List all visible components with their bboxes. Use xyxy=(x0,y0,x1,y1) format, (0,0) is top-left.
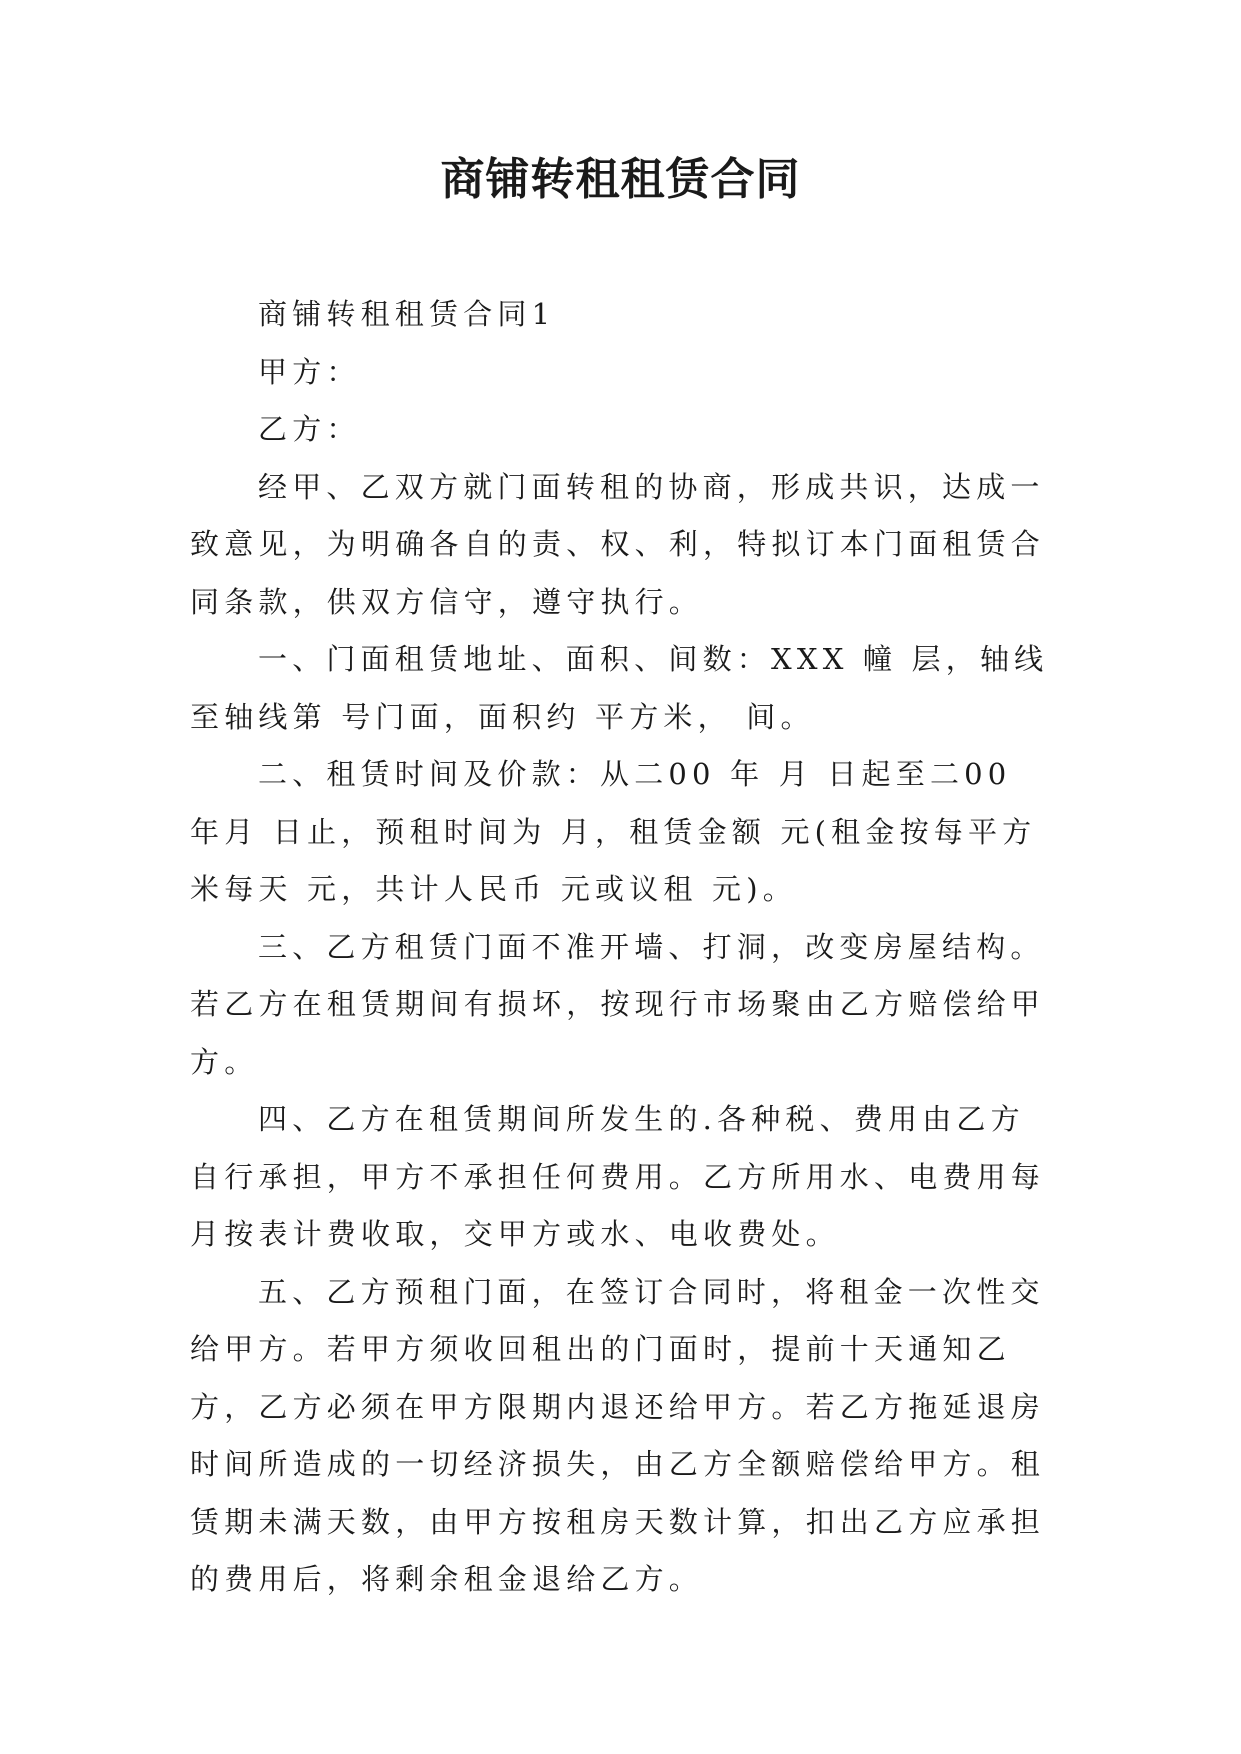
intro-paragraph: 经甲、乙双方就门面转租的协商，形成共识，达成一致意见，为明确各自的责、权、利，特拟订本门面租赁合同条款，供双方信守，遵守执行。 xyxy=(190,469,1046,619)
document-body xyxy=(190,286,1050,1609)
clause-1: 一、门面租赁地址、面积、间数：XXX 幢 层，轴线至轴线第 号门面，面积约 平方米， 间。 xyxy=(190,642,1049,734)
party-a-label: 甲方： xyxy=(258,354,361,389)
contract-subtitle: 商铺转租租赁合同1 xyxy=(258,297,556,331)
clause-3: 三、乙方租赁门面不准开墙、打洞，改变房屋结构。若乙方在租赁期间有损坏，按现行市场聚由乙方赔偿给甲方。 xyxy=(190,929,1046,1079)
document-title: 商铺转租租赁合同 xyxy=(440,154,801,205)
clause-2: 二、租赁时间及价款：从二00 年 月 日起至二00 年月 日止，预租时间为 月，租赁金额 元(租金按每平方米每天 元，共计人民币 元或议租 元)。 xyxy=(190,757,1037,906)
clause-5: 五、乙方预租门面，在签订合同时，将租金一次性交给甲方。若甲方须收回租出的门面时，提前十天通知乙方，乙方必须在甲方限期内退还给甲方。若乙方拖延退房时间所造成的一切经济损失，由乙方全额赔偿给甲方。租赁期未满天数，由甲方按租房天数计算，扣出乙方应承担的费用后，将剩余租金退给乙方。 xyxy=(190,1274,1046,1596)
clause-4: 四、乙方在租赁期间所发生的.各种税、费用由乙方自行承担，甲方不承担任何费用。乙方所用水、电费用每月按表计费收取，交甲方或水、电收费处。 xyxy=(190,1102,1046,1251)
party-b-label: 乙方： xyxy=(258,412,361,446)
